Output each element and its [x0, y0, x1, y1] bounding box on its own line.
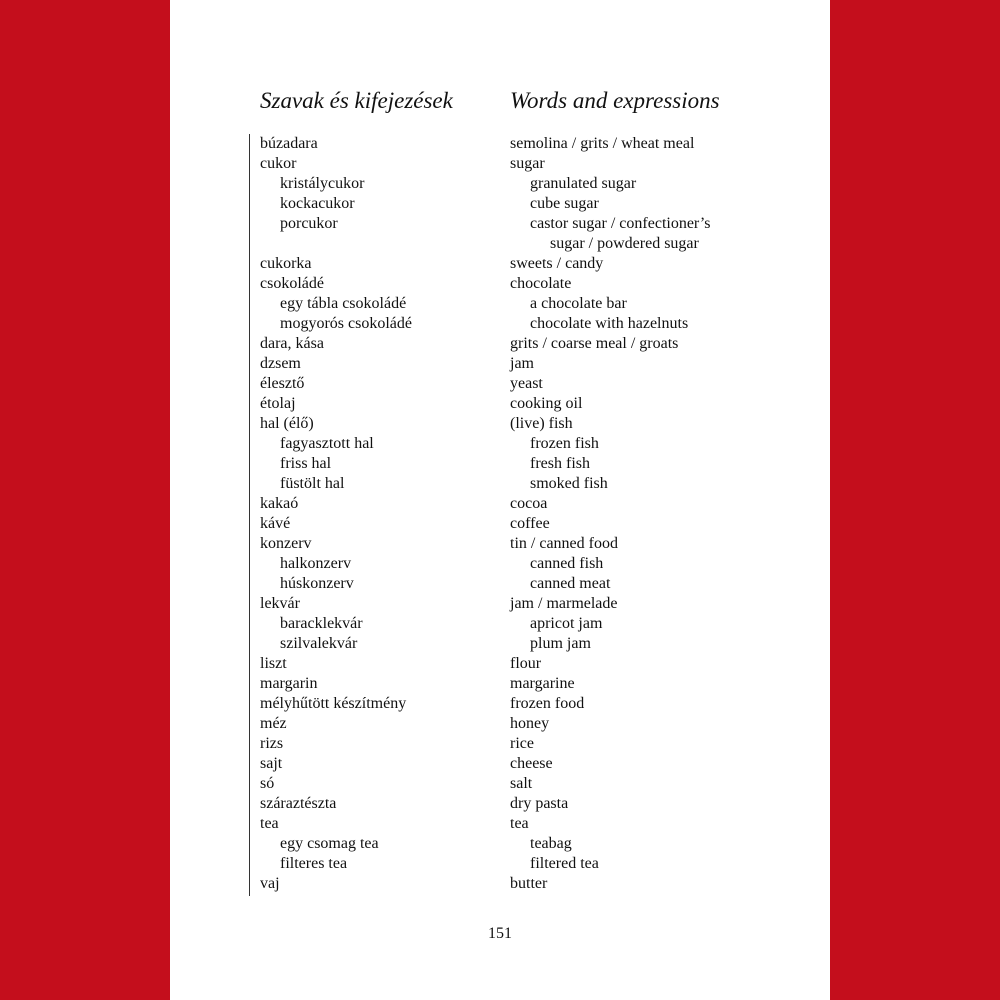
- list-item: butter: [510, 875, 548, 892]
- list-item: dara, kása: [260, 335, 324, 352]
- list-item: tea: [510, 815, 529, 832]
- heading-hungarian: Szavak és kifejezések: [260, 88, 453, 113]
- list-item: cube sugar: [530, 195, 599, 212]
- list-item: grits / coarse meal / groats: [510, 335, 679, 352]
- list-item: teabag: [530, 835, 572, 852]
- list-item: canned fish: [530, 555, 604, 572]
- list-item: húskonzerv: [280, 575, 354, 592]
- list-item: coffee: [510, 515, 550, 532]
- list-item: rizs: [260, 735, 284, 752]
- list-item: frozen fish: [530, 435, 599, 452]
- list-item: jam / marmelade: [510, 595, 618, 612]
- list-item: méz: [260, 715, 287, 732]
- book-page: [170, 0, 830, 1000]
- list-item: (live) fish: [510, 415, 573, 432]
- hungarian-word-list: [260, 134, 500, 894]
- list-item: élesztő: [260, 375, 305, 392]
- list-item: rice: [510, 735, 534, 752]
- list-item: apricot jam: [530, 615, 603, 632]
- list-item: mélyhűtött készítmény: [260, 695, 407, 712]
- list-item: búzadara: [260, 135, 318, 152]
- page-number: 151: [488, 925, 512, 942]
- list-item: tin / canned food: [510, 535, 618, 552]
- list-item: egy tábla csokoládé: [280, 295, 407, 312]
- list-item: kristálycukor: [280, 175, 365, 192]
- list-item: a chocolate bar: [530, 295, 627, 312]
- list-item: száraztészta: [260, 795, 337, 812]
- list-item: chocolate: [510, 275, 572, 292]
- list-item: dry pasta: [510, 795, 569, 812]
- english-word-list: [510, 134, 810, 894]
- list-item: cukor: [260, 155, 297, 172]
- list-item: cukorka: [260, 255, 312, 272]
- list-item: szilvalekvár: [280, 635, 358, 652]
- list-item: fresh fish: [530, 455, 590, 472]
- list-item: sajt: [260, 755, 283, 772]
- list-item: honey: [510, 715, 550, 732]
- list-item: canned meat: [530, 575, 611, 592]
- list-item: liszt: [260, 655, 287, 672]
- list-item: kávé: [260, 515, 291, 532]
- list-item: hal (élő): [260, 415, 314, 432]
- list-item: fagyasztott hal: [280, 435, 374, 452]
- list-item: egy csomag tea: [280, 835, 379, 852]
- list-item: füstölt hal: [280, 475, 345, 492]
- list-item: porcukor: [280, 215, 338, 232]
- list-item: cooking oil: [510, 395, 583, 412]
- list-item: baracklekvár: [280, 615, 363, 632]
- list-item: margarine: [510, 675, 575, 692]
- list-item: kockacukor: [280, 195, 355, 212]
- list-item: kakaó: [260, 495, 299, 512]
- list-item: yeast: [510, 375, 543, 392]
- list-item: tea: [260, 815, 279, 832]
- list-item: dzsem: [260, 355, 301, 372]
- list-item: filtered tea: [530, 855, 599, 872]
- list-item: halkonzerv: [280, 555, 352, 572]
- heading-english: Words and expressions: [510, 88, 720, 113]
- list-item: plum jam: [530, 635, 591, 652]
- list-item: lekvár: [260, 595, 300, 612]
- list-item: sugar: [510, 155, 545, 172]
- list-item: konzerv: [260, 535, 312, 552]
- list-item: friss hal: [280, 455, 332, 472]
- list-item: cocoa: [510, 495, 548, 512]
- list-item: semolina / grits / wheat meal: [510, 135, 695, 152]
- list-item: filteres tea: [280, 855, 348, 872]
- list-item: chocolate with hazelnuts: [530, 315, 689, 332]
- list-item: étolaj: [260, 395, 296, 412]
- list-item: cheese: [510, 755, 553, 772]
- list-item: smoked fish: [530, 475, 608, 492]
- list-item: sugar / powdered sugar: [550, 235, 699, 252]
- list-item: jam: [510, 355, 534, 372]
- list-item: csokoládé: [260, 275, 324, 292]
- list-item: [260, 234, 500, 254]
- list-item: granulated sugar: [530, 175, 637, 192]
- list-item: castor sugar / confectioner’s: [530, 215, 711, 232]
- list-item: frozen food: [510, 695, 585, 712]
- vertical-rule: [249, 134, 250, 896]
- list-item: só: [260, 775, 275, 792]
- list-item: flour: [510, 655, 542, 672]
- list-item: mogyorós csokoládé: [280, 315, 412, 332]
- list-item: sweets / candy: [510, 255, 604, 272]
- list-item: vaj: [260, 875, 280, 892]
- list-item: salt: [510, 775, 533, 792]
- list-item: margarin: [260, 675, 318, 692]
